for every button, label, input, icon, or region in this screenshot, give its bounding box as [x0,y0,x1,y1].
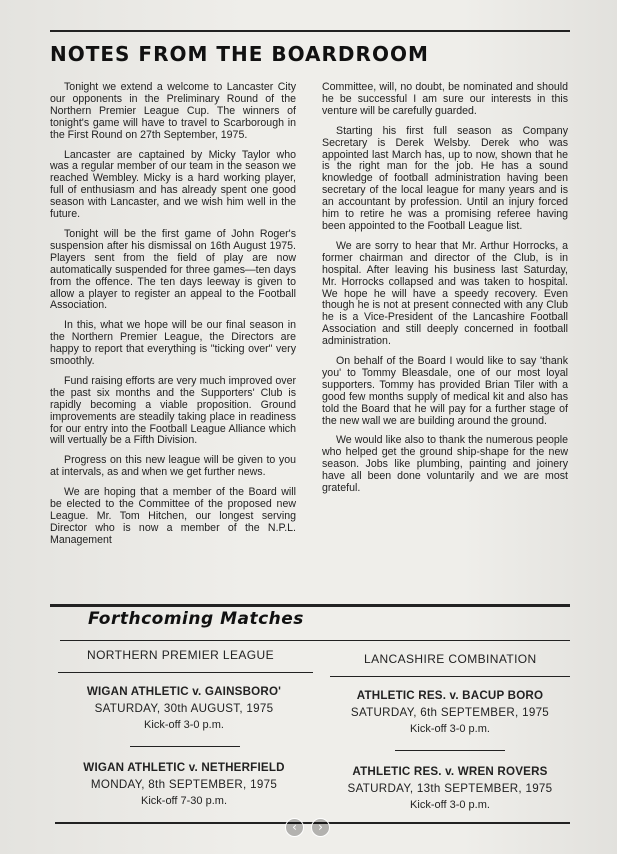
top-rule [50,30,570,32]
match-teams: ATHLETIC RES. v. BACUP BORO [356,689,544,702]
paragraph: We would like also to thank the numerous people who helped get the ground ship-shape for the new season. Jobs like plumbing, painting and joinery have all been done voluntarily and we are most grateful. [322,434,568,495]
match-teams: WIGAN ATHLETIC v. NETHERFIELD [83,761,285,774]
league-name-left: NORTHERN PREMIER LEAGUE [87,648,275,662]
page-title: NOTES FROM THE BOARDROOM [50,42,429,66]
chevron-right-icon: › [318,820,323,834]
match-kickoff: Kick-off 3-0 p.m. [410,799,490,811]
match-kickoff: Kick-off 3-0 p.m. [410,723,490,735]
match-2 [320,688,580,738]
match-date: MONDAY, 8th SEPTEMBER, 1975 [90,778,278,791]
match-kickoff: Kick-off 7-30 p.m. [141,795,227,807]
section-rule-under-title [60,640,570,641]
match-teams: ATHLETIC RES. v. WREN ROVERS [352,765,548,778]
league-name-right: LANCASHIRE COMBINATION [364,652,537,666]
paragraph-continuation: Committee, will, no doubt, be nominated and should he be successful I am sure our interests in this venture will be carefully guarded. [322,81,568,117]
paragraph: We are hoping that a member of the Board will be elected to the Committee of the proposed new League. Mr. Tom Hitchen, our longest serving Director who is now a member of the N.P.L. Management [50,486,296,546]
match-date: SATURDAY, 30th AUGUST, 1975 [94,702,274,715]
match-divider-right [395,750,505,751]
paragraph: We are sorry to hear that Mr. Arthur Horrocks, a former chairman and director of the Club, is in hospital. After leaving his business last Saturday, Mr. Horrocks collapsed and was taken to hospital. We hope he will have a speedy recovery. Even though he is not at present connected with any Club he is a Vice-President of the Lancashire Football Association and still deeply concerned in football administration. [322,239,568,348]
prev-page-button[interactable] [285,818,304,837]
match-date: SATURDAY, 13th SEPTEMBER, 1975 [347,782,553,795]
paragraph: Progress on this new league will be given to you at intervals, as and when we get further news. [50,454,296,479]
paragraph: Tonight will be the first game of John Roger's suspension after his dismissal on 16th August 1975. Players sent from the field of play are now automatically suspended for three games—ten days from the offence. The ten days leeway is given to allow a player to register an appeal to the Football Association. [50,227,296,312]
paragraph: Lancaster are captained by Micky Taylor who was a regular member of our team in the season we reached Wembley. Micky is a hard working player, full of enthusiasm and has already spent one good season with Lancaster, and we wish him well in the future. [50,148,296,221]
paragraph: Tonight we extend a welcome to Lancaster City our opponents in the Preliminary Round of the Northern Premier League Cup. The winners of tonight's game will have to travel to Scarborough in the First Round on 27th September, 1975. [50,81,296,141]
next-page-button[interactable] [311,818,330,837]
left-column [50,82,296,555]
match-date: SATURDAY, 6th SEPTEMBER, 1975 [350,706,550,719]
match-divider-left [130,746,240,747]
paragraph: On behalf of the Board I would like to say 'thank you' to Tommy Bleasdale, one of our most loyal supporters. Tommy has provided Brian Tiler with a good few months supply of medical kit and also has told the Board that he will pay for a further stage of the new wall we are building around the ground. [322,355,568,427]
league-rule-left [58,672,313,673]
forthcoming-title: Forthcoming Matches [88,609,304,629]
match-kickoff: Kick-off 3-0 p.m. [144,719,224,731]
match-1 [54,684,314,734]
paragraph: In this, what we hope will be our final season in the Northern Premier League, the Directors are happy to report that everything is "ticking over" very smoothly. [50,319,296,368]
right-column [322,82,568,503]
section-rule-top [50,604,570,607]
match-4 [320,764,580,814]
match-3 [54,760,314,810]
league-rule-right [330,676,570,677]
chevron-left-icon: ‹ [292,820,297,834]
paragraph: Starting his first full season as Company Secretary is Derek Welsby. Derek who was appointed last March has, up to now, shown that he is the right man for the job. He has a sound knowledge of football administration having been secretary of the local league for many years and is an accountant by profession. Until an injury forced him to retire he was a promising referee having been appointed to the Football League list. [322,124,568,232]
paragraph: Fund raising efforts are very much improved over the past six months and the Supporters' Club is rapidly becoming a viable proposition. Ground improvements are steadily taking place in readiness for our entry into the Football League Alliance which will vertually be a Fifth Division. [50,374,296,447]
match-teams: WIGAN ATHLETIC v. GAINSBORO' [86,685,282,698]
